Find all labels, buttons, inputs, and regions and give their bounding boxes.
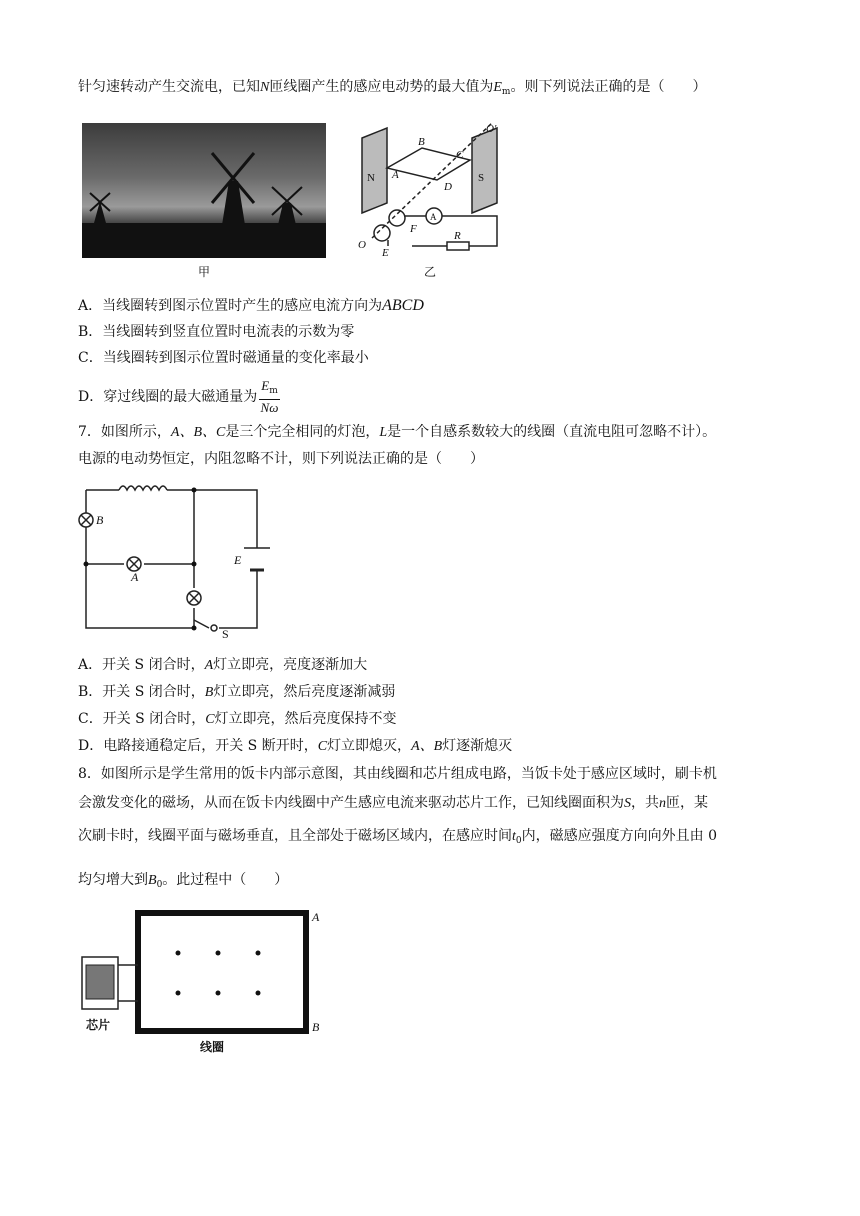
q7-option-a-3: 灯立即亮，亮度逐渐加大 xyxy=(213,657,368,673)
q7-stem-text: 7．如图所示， xyxy=(78,424,171,440)
q7-stem-1 xyxy=(78,422,716,443)
q8-stem-2e: 匝，某 xyxy=(666,795,708,811)
label-s: S xyxy=(478,172,485,184)
label-switch-s: S xyxy=(222,627,229,638)
q8-stem-3a: 次刷卡时，线圈平面与磁场垂直，且全部处于磁场区域内，在感应时间 xyxy=(78,828,512,844)
label-battery-e: E xyxy=(234,553,242,567)
q7-option-c-1: C．开关 S 闭合时， xyxy=(78,711,206,727)
label-lamp-b: B xyxy=(96,513,104,527)
coil-rect xyxy=(138,913,306,1031)
q6-option-d-text: D．穿过线圈的最大磁通量为 xyxy=(78,389,258,405)
q7-circuit-diagram xyxy=(74,480,274,638)
label-ammeter: A xyxy=(430,212,437,222)
label-o-prime: O' xyxy=(486,123,497,135)
q7-option-c xyxy=(78,709,397,730)
q8-stem-4c: 。此过程中（ ） xyxy=(162,872,289,888)
q6-option-c: C．当线圈转到图示位置时磁通量的变化率最小 xyxy=(78,350,369,366)
label-coil-b: B xyxy=(312,1020,320,1034)
q6-option-d xyxy=(78,378,280,416)
q8-stem-1: 8．如图所示是学生常用的饭卡内部示意图，其由线圈和芯片组成电路，当饭卡处于感应区域时，刷卡机 xyxy=(78,766,717,782)
label-r: R xyxy=(454,230,461,242)
q8-stem-2 xyxy=(78,793,708,814)
q7-vars-abc: A、B、C xyxy=(170,425,226,440)
slip-ring-1 xyxy=(389,210,405,226)
q7-option-a xyxy=(78,655,367,676)
q6-option-a xyxy=(78,296,424,316)
chip xyxy=(86,965,114,999)
q8-var-t: t xyxy=(512,829,516,844)
label-f: F xyxy=(410,223,417,235)
inductor-l xyxy=(119,486,167,490)
resistor-r xyxy=(447,242,469,250)
windmill-photo xyxy=(82,123,326,258)
q8-stem-3c: 内，磁感应强度方向向外且由 0 xyxy=(521,828,717,844)
q8-var-t-sub: 0 xyxy=(515,836,522,846)
q7-option-d-4: A、B xyxy=(411,739,443,754)
q7-stem-text-2: 是三个完全相同的灯泡， xyxy=(225,424,380,440)
switch-terminal xyxy=(211,625,217,631)
fraction-em-over-nw xyxy=(259,378,280,416)
q7-stem-text-3: 是一个自感系数较大的线圈（直流电阻可忽略不计）。 xyxy=(387,424,717,440)
label-lamp-a: A xyxy=(131,570,139,584)
q7-option-d-1: D．电路接通稳定后，开关 S 断开时， xyxy=(78,738,318,754)
label-coil: 线圈 xyxy=(200,1040,225,1054)
wire-left xyxy=(86,490,194,628)
q6-intro xyxy=(78,77,706,102)
q7-option-a-1: A．开关 S 闭合时， xyxy=(78,657,205,673)
q7-option-b-1: B．开关 S 闭合时， xyxy=(78,684,205,700)
windmill-silhouettes xyxy=(82,123,326,258)
wire-bottom-right xyxy=(219,570,257,628)
q8-stem-4a: 均匀增大到 xyxy=(78,872,148,888)
q8-stem-4 xyxy=(78,870,288,895)
q7-option-d xyxy=(78,736,512,757)
label-o: O xyxy=(358,239,366,251)
q7-option-b-3: 灯立即亮，然后亮度逐渐减弱 xyxy=(213,684,396,700)
wire-top-right xyxy=(167,490,257,548)
q8-stem-3 xyxy=(78,826,717,851)
frac-num: E xyxy=(261,378,270,393)
card-coil-diagram xyxy=(78,905,328,1055)
q6-intro-text-3: 。则下列说法正确的是（ ） xyxy=(510,79,707,95)
generator-diagram xyxy=(352,118,522,278)
q7-option-d-5: 灯逐渐熄灭 xyxy=(442,738,513,754)
q7-option-c-3: 灯立即亮，然后亮度保持不变 xyxy=(214,711,397,727)
q7-option-b xyxy=(78,682,395,703)
label-chip: 芯片 xyxy=(86,1018,111,1032)
label-d: D xyxy=(444,181,452,193)
q7-option-b-2: B xyxy=(204,685,214,700)
q7-option-c-2: C xyxy=(205,712,215,727)
var-e: E xyxy=(493,80,502,95)
q6-intro-text: 针匀速转动产生交流电，已知 xyxy=(78,79,260,95)
label-e: E xyxy=(382,247,389,259)
figure-caption-jia: 甲 xyxy=(198,265,211,279)
var-n: N xyxy=(260,80,270,95)
q8-var-s: S xyxy=(624,796,631,811)
q8-stem-2c: ，共 xyxy=(631,795,659,811)
q7-option-a-2: A xyxy=(204,658,214,673)
q6-option-b: B．当线圈转到竖直位置时电流表的示数为零 xyxy=(78,324,355,340)
label-a: A xyxy=(392,169,399,181)
magnet-s-pole xyxy=(472,128,497,213)
label-b: B xyxy=(418,136,425,148)
q8-var-b: B xyxy=(148,873,157,888)
label-coil-a: A xyxy=(312,910,320,924)
q7-var-l: L xyxy=(379,425,388,440)
label-c: C xyxy=(456,149,464,161)
figure-caption-yi: 乙 xyxy=(424,265,437,279)
magnet-n-pole xyxy=(362,128,387,213)
q6-option-a-text: A．当线圈转到图示位置时产生的感应电流方向为 xyxy=(78,298,383,314)
q7-option-d-2: C xyxy=(317,739,328,754)
label-n: N xyxy=(367,172,375,184)
q8-var-b-sub: 0 xyxy=(156,880,163,890)
frac-num-sub: m xyxy=(269,386,278,396)
q7-option-d-3: 灯立即熄灭， xyxy=(327,738,412,754)
switch-s xyxy=(194,620,209,628)
q7-stem-2: 电源的电动势恒定，内阻忽略不计，则下列说法正确的是（ ） xyxy=(78,451,484,467)
q8-stem-2a: 会激发变化的磁场，从而在饭卡内线圈中产生感应电流来驱动芯片工作，已知线圈面积为 xyxy=(78,795,624,811)
q6-option-a-val: ABCD xyxy=(382,297,424,314)
frac-den: Nω xyxy=(260,400,279,415)
var-e-sub: m xyxy=(501,87,511,97)
q6-intro-text-2: 匝线圈产生的感应电动势的最大值为 xyxy=(269,79,494,95)
q8-var-n: n xyxy=(659,796,666,811)
